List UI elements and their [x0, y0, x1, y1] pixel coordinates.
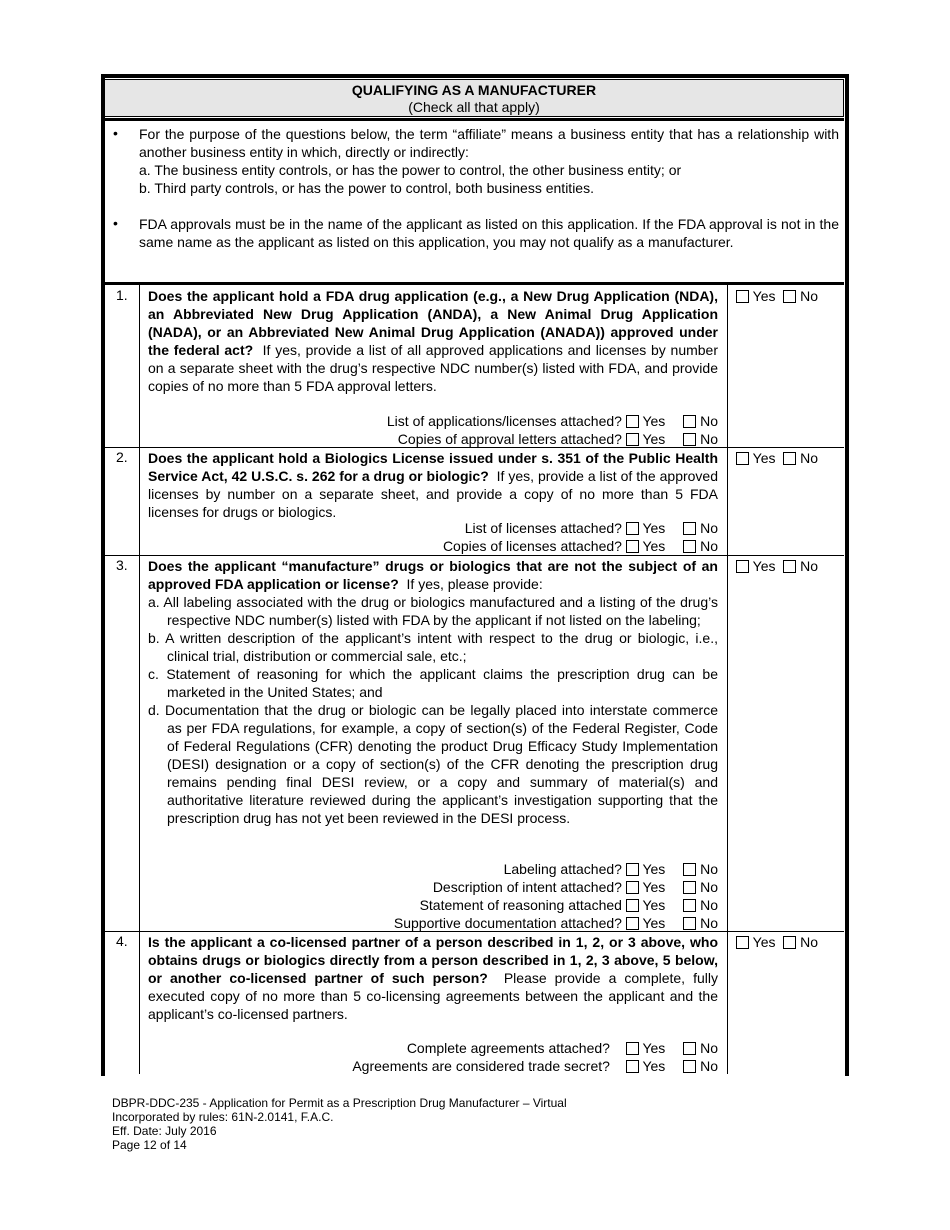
question-1-prompt: Does the applicant hold a FDA drug application (e.g., a New Drug Application (NDA), an Abbreviated New Drug Application (ANDA), a New Animal Drug Application (NADA), or an Abbreviated New Animal Drug Application (ANADA)) approved under the federal act?	[148, 288, 718, 358]
question-1-instructions: If yes, provide a list of all approved applications and licenses by number on a separate sheet with the drug’s respective NDC number(s) listed with FDA, and provide copies of no more than 5 FDA approval letters.	[148, 342, 719, 394]
attachment-row: Copies of licenses attached? Yes No	[442, 538, 718, 554]
yes-checkbox[interactable]	[626, 1042, 639, 1055]
yes-checkbox[interactable]	[626, 415, 639, 428]
table-top-rule	[104, 282, 844, 285]
section-title: QUALIFYING AS A MANUFACTURER	[351, 82, 597, 98]
yes-checkbox[interactable]	[626, 899, 639, 912]
attachment-label: Copies of licenses attached?	[442, 538, 622, 554]
no-checkbox[interactable]	[683, 522, 696, 535]
attachment-label: Supportive documentation attached?	[393, 915, 622, 931]
question-number: 3.	[116, 557, 128, 573]
attachment-label: Agreements are considered trade secret?	[352, 1058, 610, 1074]
question-2-instructions: If yes, provide a list of the approved licenses by number on a separate sheet, and provide a copy of no more than 5 FDA licenses for drugs or biologics.	[148, 468, 719, 520]
bullet-icon: •	[113, 125, 118, 141]
question-3-item-b: b. A written description of the applicant’s intent with respect to the drug or biologic, i.e., clinical trial, distribution or commercial sale, etc.;	[148, 630, 718, 664]
yes-checkbox[interactable]	[626, 540, 639, 553]
bullet-icon: •	[113, 215, 118, 231]
page-footer	[112, 1096, 567, 1152]
attachment-label: Copies of approval letters attached?	[397, 431, 622, 447]
intro-bullet-1	[139, 125, 839, 197]
attachment-label: Complete agreements attached?	[406, 1040, 610, 1056]
question-2-prompt: Does the applicant hold a Biologics License issued under s. 351 of the Public Health Service Act, 42 U.S.C. s. 262 for a drug or biologic?	[148, 450, 718, 484]
attachment-row: Complete agreements attached? Yes No	[406, 1040, 718, 1056]
no-checkbox[interactable]	[683, 540, 696, 553]
question-2-text	[148, 449, 718, 521]
no-checkbox[interactable]	[683, 1060, 696, 1073]
attachment-row: List of licenses attached? Yes No	[464, 520, 718, 536]
affiliate-item-a: a. The business entity controls, or has the power to control, the other business entity; or	[139, 162, 682, 178]
yes-checkbox[interactable]	[736, 452, 749, 465]
question-number: 1.	[116, 287, 128, 303]
question-3-item-c: c. Statement of reasoning for which the applicant claims the prescription drug can be marketed in the United States; and	[148, 666, 718, 700]
attachment-label: Statement of reasoning attached	[419, 897, 622, 913]
affiliate-definition: For the purpose of the questions below, the term “affiliate” means a business entity that has a relationship with another business entity in which, directly or indirectly:	[139, 126, 839, 160]
attachment-row: Statement of reasoning attached Yes No	[419, 897, 718, 913]
question-1-text	[148, 287, 718, 395]
answer-column-rule	[727, 285, 728, 1074]
yes-checkbox[interactable]	[626, 522, 639, 535]
no-checkbox[interactable]	[683, 433, 696, 446]
attachment-label: Description of intent attached?	[432, 879, 622, 895]
attachment-row: List of applications/licenses attached? Yes No	[386, 413, 718, 429]
no-checkbox[interactable]	[683, 881, 696, 894]
no-checkbox[interactable]	[683, 899, 696, 912]
effective-date: Eff. Date: July 2016	[112, 1124, 217, 1138]
yes-checkbox[interactable]	[736, 936, 749, 949]
attachment-row: Copies of approval letters attached? Yes No	[397, 431, 718, 447]
question-number: 2.	[116, 449, 128, 465]
yes-checkbox[interactable]	[626, 1060, 639, 1073]
section-header	[104, 79, 844, 117]
no-checkbox[interactable]	[683, 863, 696, 876]
question-3-text	[148, 557, 718, 827]
attachment-label: Labeling attached?	[503, 861, 622, 877]
question-3-item-d: d. Documentation that the drug or biologic can be legally placed into interstate commerce as per FDA regulations, for example, a copy of section(s) of the Federal Register, Code of Federal Regulations (CFR) denoting the product Drug Efficacy Study Implementation (DESI) designation or a copy of section(s) of the CFR denoting the prescription drug remains pending final DESI review, or a copy and summary of material(s) and authoritative literature reviewed during the applicant’s investigation supporting that the prescription drug has not yet been reviewed in the DESI process.	[148, 702, 718, 826]
yes-checkbox[interactable]	[626, 433, 639, 446]
attachment-row: Description of intent attached? Yes No	[432, 879, 718, 895]
question-3-instructions: If yes, please provide:	[406, 576, 543, 592]
rule-reference: Incorporated by rules: 61N-2.0141, F.A.C.	[112, 1110, 334, 1124]
form-id: DBPR-DDC-235 - Application for Permit as a Prescription Drug Manufacturer – Virtual	[112, 1096, 567, 1110]
fda-approvals-note: FDA approvals must be in the name of the applicant as listed on this application. If the FDA approval is not in the same name as the applicant as listed on this application, you may not qualify as a manufacturer.	[139, 216, 839, 250]
yes-checkbox[interactable]	[736, 560, 749, 573]
question-3-prompt: Does the applicant “manufacture” drugs or biologics that are not the subject of an approved FDA application or license?	[148, 558, 718, 592]
attachment-row: Agreements are considered trade secret? Yes No	[352, 1058, 718, 1074]
attachment-row: Supportive documentation attached? Yes No	[393, 915, 718, 931]
no-checkbox[interactable]	[683, 415, 696, 428]
no-checkbox[interactable]	[783, 290, 796, 303]
question-4-instructions: Please provide a complete, fully executed copy of no more than 5 co-licensing agreements between the applicant and the applicant’s co-licensed partners.	[148, 970, 718, 1022]
yes-checkbox[interactable]	[626, 881, 639, 894]
no-checkbox[interactable]	[683, 917, 696, 930]
question-3-answer: Yes No	[736, 557, 818, 575]
attachment-label: List of applications/licenses attached?	[386, 413, 622, 429]
yes-checkbox[interactable]	[626, 917, 639, 930]
affiliate-item-b: b. Third party controls, or has the power to control, both business entities.	[139, 180, 594, 196]
question-4-text	[148, 933, 718, 1023]
question-3-item-a: a. All labeling associated with the drug or biologics manufactured and a listing of the drug’s respective NDC number(s) listed with FDA by the applicant if not listed on the labeling;	[148, 594, 718, 628]
yes-checkbox[interactable]	[736, 290, 749, 303]
question-2-answer: Yes No	[736, 449, 818, 467]
header-divider	[104, 118, 844, 121]
question-1-answer: Yes No	[736, 287, 818, 305]
question-4-prompt: Is the applicant a co-licensed partner of a person described in 1, 2, or 3 above, who obtains drugs or biologics directly from a person described in 1, 2, 3 above, 5 below, or another co-licensed partner of such person?	[148, 934, 718, 986]
row-divider	[104, 555, 844, 556]
attachment-row: Labeling attached? Yes No	[503, 861, 718, 877]
question-number: 4.	[116, 933, 128, 949]
no-checkbox[interactable]	[783, 560, 796, 573]
no-checkbox[interactable]	[783, 936, 796, 949]
no-checkbox[interactable]	[683, 1042, 696, 1055]
page-number: Page 12 of 14	[112, 1138, 187, 1152]
question-4-answer: Yes No	[736, 933, 818, 951]
no-checkbox[interactable]	[783, 452, 796, 465]
attachment-label: List of licenses attached?	[464, 520, 622, 536]
number-column-rule	[139, 285, 140, 1074]
yes-checkbox[interactable]	[626, 863, 639, 876]
section-subtitle: (Check all that apply)	[408, 99, 540, 115]
